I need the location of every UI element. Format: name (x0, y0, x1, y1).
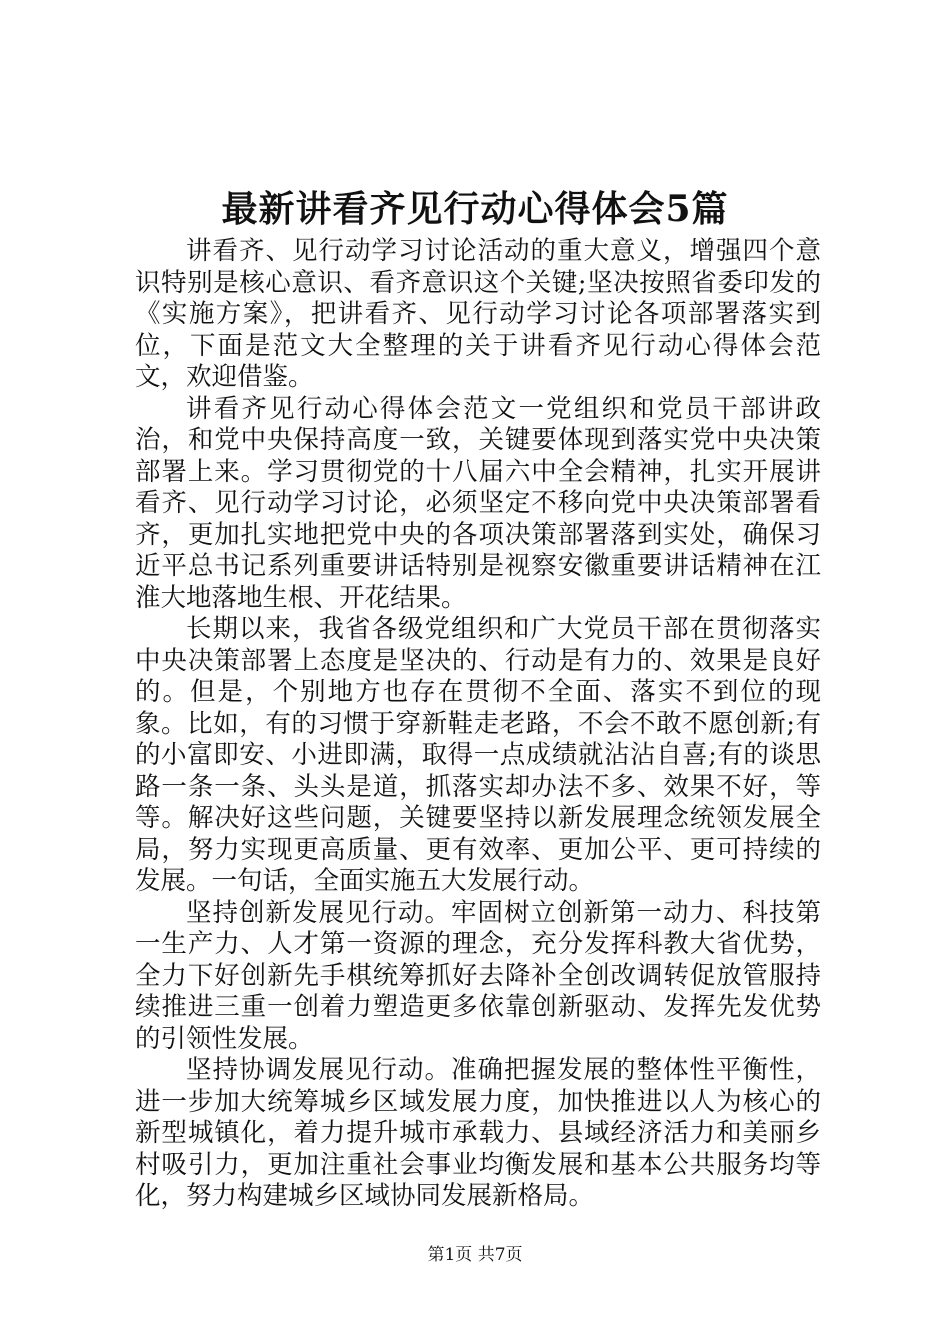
document-body (135, 236, 821, 1213)
paragraph-intro: 讲看齐、见行动学习讨论活动的重大意义，增强四个意识特别是核心意识、看齐意识这个关键;坚决按照省委印发的《实施方案》，把讲看齐、见行动学习讨论各项部署落实到位，下面是范文大全整理的关于讲看齐见行动心得体会范文，欢迎借鉴。 (135, 236, 821, 392)
paragraph-coordination: 坚持协调发展见行动。准确把握发展的整体性平衡性，进一步加大统筹城乡区域发展力度，加快推进以人为核心的新型城镇化，着力提升城市承载力、县域经济活力和美丽乡村吸引力，更加注重社会事业均衡发展和基本公共服务均等化，努力构建城乡区域协同发展新格局。 (135, 1055, 821, 1211)
paragraph-essay-one: 讲看齐见行动心得体会范文一党组织和党员干部讲政治，和党中央保持高度一致，关键要体现到落实党中央决策部署上来。学习贯彻党的十八届六中全会精神，扎实开展讲看齐、见行动学习讨论，必须坚定不移向党中央决策部署看齐，更加扎实地把党中央的各项决策部署落到实处，确保习近平总书记系列重要讲话特别是视察安徽重要讲话精神在江淮大地落地生根、开花结果。 (135, 393, 821, 613)
paragraph-long-term: 长期以来，我省各级党组织和广大党员干部在贯彻落实中央决策部署上态度是坚决的、行动是有力的、效果是良好的。但是，个别地方也存在贯彻不全面、落实不到位的现象。比如，有的习惯于穿新鞋走老路，不会不敢不愿创新;有的小富即安、小进即满，取得一点成绩就沾沾自喜;有的谈思路一条一条、头头是道，抓落实却办法不多、效果不好，等等。解决好这些问题，关键要坚持以新发展理念统领发展全局，努力实现更高质量、更有效率、更加公平、更可持续的发展。一句话，全面实施五大发展行动。 (135, 614, 821, 896)
page-number-footer: 第1页 共7页 (427, 1245, 523, 1265)
paragraph-innovation: 坚持创新发展见行动。牢固树立创新第一动力、科技第一生产力、人才第一资源的理念，充分发挥科教大省优势，全力下好创新先手棋统筹抓好去降补全创改调转促放管服持续推进三重一创着力塑造更多依靠创新驱动、发挥先发优势的引领性发展。 (135, 897, 821, 1054)
document-title: 最新讲看齐见行动心得体会5篇 (221, 188, 729, 230)
